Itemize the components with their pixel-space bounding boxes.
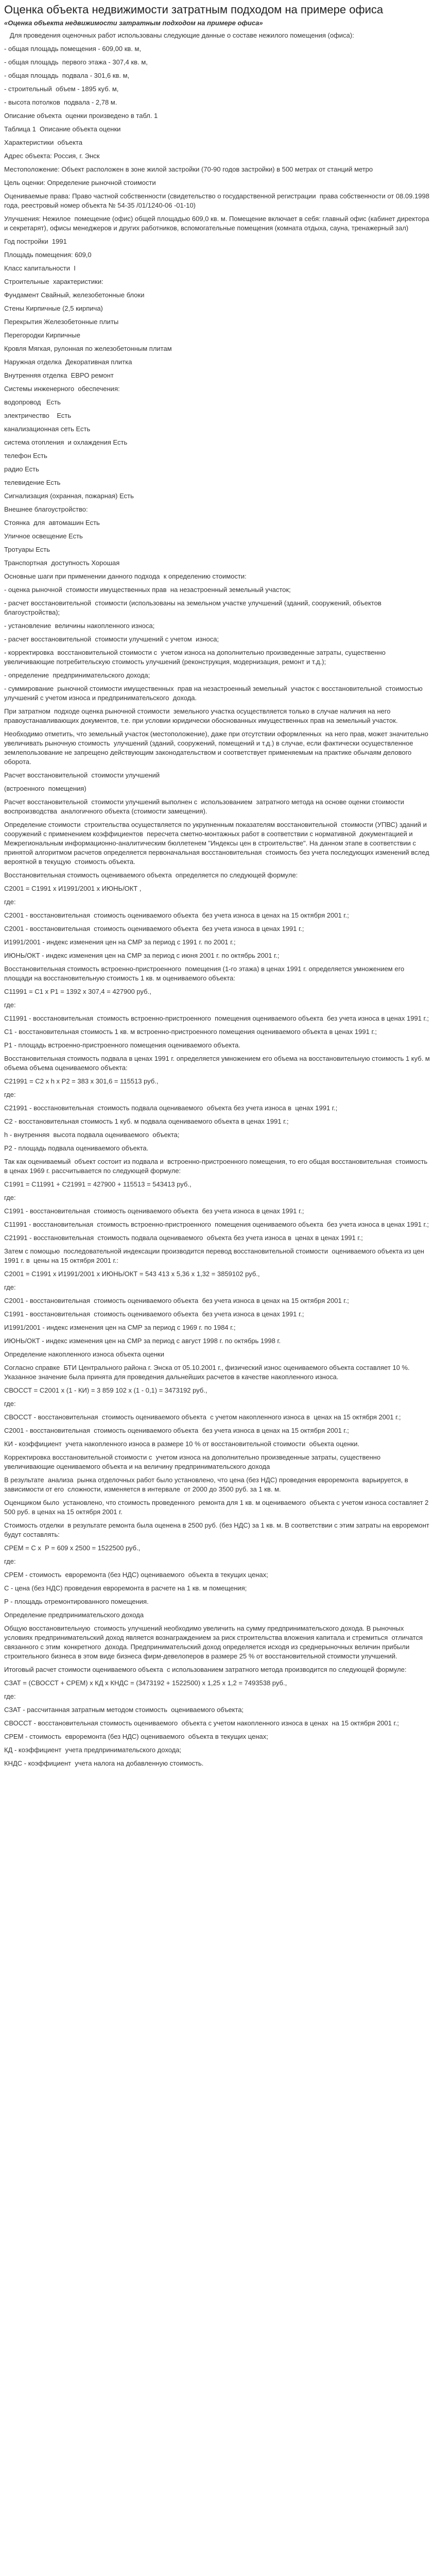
document-body <box>4 31 432 1768</box>
document-paragraph: Стоимость отделки в результате ремонта была оценена в 2500 руб. (без НДС) за 1 кв. м. В соответствии с этим затраты на евроремонт будут составлять: <box>4 1521 431 1538</box>
document-paragraph: Определение стоимости строительства осуществляется по укрупненным показателям восстановительной стоимости (УПВС) зданий и сооружений с применением коэффициентов пересчета сметно-монтажных работ в соответствии с нормативной документацией и Межрегиональным информационно-аналитическим бюллетенем "Индексы цен в строительстве". На данном этапе в соответствии с принятой алгоритмом расчетов определяется первоначальная восстановительная стоимость без учета последующих изменений вслед вероятной в текущую стоимость объекта. <box>4 821 431 866</box>
document-paragraph: СВОССТ - восстановительная стоимость оцениваемого объекта с учетом накопленного износа в ценах на 15 октября 2001 г.; <box>4 1413 401 1421</box>
document-subtitle: «Оценка объекта недвижимости затратным подходом на примере офиса» <box>4 19 263 27</box>
document-paragraph: Оцениваемые права: Право частной собственности (свидетельство о государственной регистрации права собственности от 08.09.1998 года, реестровый номер объекта № 54-35 /01/1240-06 -01-10) <box>4 192 431 209</box>
document-paragraph: где: <box>4 1091 16 1098</box>
document-paragraph: телевидение Есть <box>4 479 61 486</box>
document-paragraph: Так как оцениваемый объект состоит из подвала и встроенно-пристроенного помещения, то его общая восстановительная стоимость в ценах 1969 г. рассчитывается по следующей формуле: <box>4 1158 429 1175</box>
document-paragraph: - общая площадь помещения - 609,00 кв. м, <box>4 45 142 53</box>
document-paragraph: КД - коэффициент учета предпринимательского дохода; <box>4 1746 182 1754</box>
document-paragraph: С2001 = С1991 х И1991/2001 х ИЮНЬ/ОКТ = 543 413 х 5,36 х 1,32 = 3859102 руб., <box>4 1270 260 1278</box>
document-paragraph: С21991 - восстановительная стоимость подвала оцениваемого объекта без учета износа в ценах 1991 г.; <box>4 1104 338 1112</box>
document-paragraph: Перегородки Кирпичные <box>4 331 80 339</box>
document-paragraph: И1991/2001 - индекс изменения цен на СМР за период с 1991 г. по 2001 г.; <box>4 938 236 946</box>
document-paragraph: Адрес объекта: Россия, г. Энск <box>4 152 100 160</box>
document-paragraph: Затем с помощью последовательной индексации производится перевод восстановительной стоимости оцениваемого объекта из цен 1991 г. в цены на 15 октября 2001 г.: <box>4 1247 426 1264</box>
document-paragraph: Фундамент Свайный, железобетонные блоки <box>4 291 145 299</box>
document-paragraph: - определение предпринимательского дохода; <box>4 671 150 679</box>
document-page <box>0 3 436 1768</box>
document-paragraph: И1991/2001 - индекс изменения цен на СМР за период с 1969 г. по 1984 г.; <box>4 1324 236 1331</box>
document-paragraph: С2001 - восстановительная стоимость оцениваемого объекта без учета износа в ценах на 15 октября 2001 г.; <box>4 1297 349 1304</box>
document-paragraph: При затратном подходе оценка рыночной стоимости земельного участка осуществляется только в случае наличия на него правоустанавливающих документов, т.е. при условии юридически обоснованных имущественных прав на земельный участок. <box>4 707 398 724</box>
document-paragraph: С11991 - восстановительная стоимость встроенно-пристроенного помещения оцениваемого объекта без учета износа в ценах 1991 г.; <box>4 1014 429 1022</box>
document-paragraph: - установление величины накопленного износа; <box>4 622 155 630</box>
document-paragraph: СРЕМ = С х Р = 609 х 2500 = 1522500 руб., <box>4 1544 141 1552</box>
document-paragraph: - общая площадь первого этажа - 307,4 кв. м, <box>4 58 148 66</box>
document-paragraph: - расчет восстановительной стоимости улучшений с учетом износа; <box>4 635 219 643</box>
document-paragraph: Таблица 1 Описание объекта оценки <box>4 125 121 133</box>
document-paragraph: Класс капитальности I <box>4 264 76 272</box>
document-paragraph: где: <box>4 1692 16 1700</box>
document-paragraph: Восстановительная стоимость подвала в ценах 1991 г. определяется умножением его объема на восстановительную стоимость 1 куб. м объема объема оцениваемого объекта: <box>4 1055 432 1072</box>
document-paragraph: Расчет восстановительной стоимости улучшений выполнен с использованием затратного метода на основе оценки стоимости воспроизводства аналогичного объекта (стоимости замещения). <box>4 798 406 815</box>
document-paragraph: СЗАТ = (СВОССТ + СРЕМ) х КД х КНДС = (3473192 + 1522500) х 1,25 х 1,2 = 7493538 руб., <box>4 1679 287 1687</box>
document-paragraph: Р2 - площадь подвала оцениваемого объекта. <box>4 1144 149 1152</box>
document-paragraph: КИ - коэффициент учета накопленного износа в размере 10 % от восстановительной стоимости объекта оценки. <box>4 1440 360 1448</box>
document-paragraph: СРЕМ - стоимость евроремонта (без НДС) оцениваемого объекта в текущих ценах; <box>4 1733 268 1740</box>
document-paragraph: КНДС - коэффициент учета налога на добавленную стоимость. <box>4 1759 204 1767</box>
document-paragraph: Внутренняя отделка ЕВРО ремонт <box>4 371 114 379</box>
document-paragraph: где: <box>4 1001 16 1009</box>
document-paragraph: Расчет восстановительной стоимости улучшений <box>4 771 160 779</box>
document-paragraph: - корректировка восстановительной стоимости с учетом износа на дополнительно произведенные затраты, существенно увеличивающие потребительскую стоимость улучшений (реконструкция, модернизация, ремонт и т.д.); <box>4 649 390 666</box>
document-paragraph: Цель оценки: Определение рыночной стоимости <box>4 179 156 187</box>
document-paragraph: С2001 = С1991 х И1991/2001 х ИЮНЬ/ОКТ , <box>4 885 142 892</box>
document-paragraph: канализационная сеть Есть <box>4 425 91 433</box>
document-paragraph: ИЮНЬ/ОКТ - индекс изменения цен на СМР за период с август 1998 г. по октябрь 1998 г. <box>4 1337 281 1345</box>
document-paragraph: h - внутренняя высота подвала оцениваемого объекта; <box>4 1131 180 1139</box>
document-paragraph: Местоположение: Объект расположен в зоне жилой застройки (70-90 годов застройки) в 500 метрах от станций метро <box>4 165 373 173</box>
document-paragraph: Перекрытия Железобетонные плиты <box>4 318 119 326</box>
document-paragraph: - высота потолков подвала - 2,78 м. <box>4 98 117 106</box>
document-paragraph: электричество Есть <box>4 412 72 419</box>
document-paragraph: Стоянка для автомашин Есть <box>4 519 100 527</box>
document-paragraph: водопровод Есть <box>4 398 61 406</box>
document-paragraph: Тротуары Есть <box>4 546 50 553</box>
document-paragraph: ИЮНЬ/ОКТ - индекс изменения цен на СМР за период с июня 2001 г. по октябрь 2001 г.; <box>4 952 280 959</box>
document-paragraph: радио Есть <box>4 465 39 473</box>
page-title: Оценка объекта недвижимости затратным подходом на примере офиса <box>4 3 383 16</box>
document-paragraph: С21991 - восстановительная стоимость подвала оцениваемого объекта без учета износа в ценах в ценах 1991 г.; <box>4 1234 363 1242</box>
document-paragraph: В результате анализа рынка отделочных работ было установлено, что цена (без НДС) проведения евроремонта варьируется, в зависимости от его сложности, изменяется в интервале от 2000 до 3500 руб. за 1 кв. м. <box>4 1476 410 1493</box>
document-paragraph: С11991 - восстановительная стоимость встроенно-пристроенного помещения оцениваемого объекта без учета износа в ценах 1991 г.; <box>4 1221 429 1228</box>
document-paragraph: СРЕМ - стоимость евроремонта (без НДС) оцениваемого объекта в текущих ценах; <box>4 1571 268 1579</box>
document-paragraph: - общая площадь подвала - 301,6 кв. м, <box>4 72 130 79</box>
document-paragraph: Восстановительная стоимость встроенно-пристроенного помещения (1-го этажа) в ценах 1991 г. определяется умножением его площади на восстановительную стоимость 1 кв. м оцениваемого объекта: <box>4 965 407 982</box>
document-paragraph: Внешнее благоустройство: <box>4 505 88 513</box>
document-paragraph: С11991 = С1 х Р1 = 1392 х 307,4 = 427900 руб., <box>4 988 151 995</box>
document-paragraph: С1991 - восстановительная стоимость оцениваемого объекта без учета износа в ценах 1991 г.; <box>4 1207 304 1215</box>
document-paragraph: Стены Кирпичные (2,5 кирпича) <box>4 304 103 312</box>
document-paragraph: Необходимо отметить, что земельный участок (местоположение), даже при отсутствии оформленных на него прав, может значительно увеличивать рыночную стоимость улучшений (зданий, сооружений, помещений и т.д.) в случае, если фактически осуществленное землепользование не запрещено действующим законодательством и соответствует применяемым на практике обычаям делового оборота. <box>4 730 430 766</box>
document-paragraph: Р - площадь отремонтированного помещения. <box>4 1598 149 1605</box>
document-paragraph: Определение накопленного износа объекта оценки <box>4 1350 164 1358</box>
document-paragraph: Общую восстановительную стоимость улучшений необходимо увеличить на сумму предпринимательского дохода. В рыночных условиях предпринимательский доход является вознаграждением за риск строительства вложения капитала и стремиться отличатся связанного с этим конкретного дохода. Предпринимательский доход определяется исходя из среднерыночных величин прибыли строительного бизнеса в этом виде бизнеса фирм-девелоперов в размере 25 % от восстановительной стоимости улучшений. <box>4 1624 425 1660</box>
document-paragraph: Характеристики объекта <box>4 139 83 146</box>
document-paragraph: Оценщиком было установлено, что стоимость проведенного ремонта для 1 кв. м оцениваемого объекта с учетом износа составляет 2 500 руб. в ценах на 15 октября 2001 г. <box>4 1499 431 1516</box>
document-paragraph: система отопления и охлаждения Есть <box>4 438 128 446</box>
document-paragraph: - строительный объем - 1895 куб. м, <box>4 85 119 93</box>
document-paragraph: Строительные характеристики: <box>4 278 103 285</box>
document-paragraph: - оценка рыночной стоимости имущественных прав на незастроенный земельный участок; <box>4 586 291 594</box>
document-paragraph: Кровля Мягкая, рулонная по железобетонным плитам <box>4 345 172 352</box>
document-paragraph: СВОССТ = С2001 х (1 - КИ) = 3 859 102 х (1 - 0,1) = 3473192 руб., <box>4 1386 207 1394</box>
document-paragraph: Итоговый расчет стоимости оцениваемого объекта с использованием затратного метода производится по следующей формуле: <box>4 1666 407 1673</box>
document-paragraph: Согласно справке БТИ Центрального района г. Энска от 05.10.2001 г., физический износ оцениваемого объекта составляет 10 %. Указанное значение была принята для проведения дальнейших расчетов в качестве накопленного износа. <box>4 1364 412 1381</box>
document-paragraph: Год постройки 1991 <box>4 238 67 245</box>
document-paragraph: СЗАТ - рассчитанная затратным методом стоимость оцениваемого объекта; <box>4 1706 244 1714</box>
document-paragraph: Р1 - площадь встроенно-пристроенного помещения оцениваемого объекта. <box>4 1041 241 1049</box>
document-paragraph: С2 - восстановительная стоимость 1 куб. м подвала оцениваемого объекта в ценах 1991 г.; <box>4 1117 289 1125</box>
document-paragraph: где: <box>4 1557 16 1565</box>
document-paragraph: Описание объекта оценки произведено в табл. 1 <box>4 112 158 120</box>
document-paragraph: Наружная отделка Декоративная плитка <box>4 358 132 366</box>
document-paragraph: где: <box>4 1283 16 1291</box>
document-paragraph: С21991 = С2 х h х Р2 = 383 х 301,6 = 115513 руб., <box>4 1077 159 1085</box>
document-paragraph: С2001 - восстановительная стоимость оцениваемого объекта без учета износа в ценах на 15 октября 2001 г.; <box>4 911 349 919</box>
document-paragraph: С1 - восстановительная стоимость 1 кв. м встроенно-пристроенного помещения оцениваемого объекта в ценах 1991 г.; <box>4 1028 377 1036</box>
document-paragraph: Транспортная доступность Хорошая <box>4 559 120 567</box>
document-paragraph: С - цена (без НДС) проведения евроремонта в расчете на 1 кв. м помещения; <box>4 1584 247 1592</box>
document-paragraph: Определение предпринимательского дохода <box>4 1611 144 1619</box>
document-paragraph: Сигнализация (охранная, пожарная) Есть <box>4 492 134 500</box>
document-paragraph: Площадь помещения: 609,0 <box>4 251 92 259</box>
document-paragraph: Корректировка восстановительной стоимости с учетом износа на дополнительно произведенные затраты, существенно увеличивающие оцениваемого объекта и на величину предпринимательского дохода <box>4 1453 382 1470</box>
document-paragraph: - суммирование рыночной стоимости имущественных прав на незастроенный земельный участок с восстановительной стоимостью улучшений с учетом износа и предпринимательского дохода. <box>4 685 425 702</box>
document-paragraph: С2001 - восстановительная стоимость оцениваемого объекта без учета износа в ценах на 15 октября 2001 г.; <box>4 1427 349 1434</box>
document-paragraph: (встроенного помещения) <box>4 785 86 792</box>
document-paragraph: Основные шаги при применении данного подхода к определению стоимости: <box>4 572 247 580</box>
document-paragraph: - расчет восстановительной стоимости (использованы на земельном участке улучшений (зданий, сооружений, объектов благоустройства); <box>4 599 383 616</box>
document-paragraph: Восстановительная стоимость оцениваемого объекта определяется по следующей формуле: <box>4 871 298 879</box>
document-paragraph: Для проведения оценочных работ использованы следующие данные о составе нежилого помещения (офиса): <box>4 31 354 39</box>
document-paragraph: С1991 = С11991 + С21991 = 427900 + 115513 = 543413 руб., <box>4 1180 191 1188</box>
document-paragraph: Улучшения: Нежилое помещение (офис) общей площадью 609,0 кв. м. Помещение включает в себя: главный офис (кабинет директора и секретарят), офисы менеджеров и других работников, вспомогательные помещения (комната отдыха, сауна, тренажерный зал) <box>4 215 433 232</box>
document-paragraph: где: <box>4 1400 16 1408</box>
document-paragraph: телефон Есть <box>4 452 47 460</box>
document-paragraph: Системы инженерного обеспечения: <box>4 385 120 393</box>
document-paragraph: где: <box>4 898 16 906</box>
document-paragraph: С1991 - восстановительная стоимость оцениваемого объекта без учета износа в ценах 1991 г.; <box>4 1310 304 1318</box>
document-paragraph: где: <box>4 1194 16 1201</box>
document-paragraph: СВОССТ - восстановительная стоимость оцениваемого объекта с учетом накопленного износа в ценах на 15 октября 2001 г.; <box>4 1719 399 1727</box>
document-paragraph: Уличное освещение Есть <box>4 532 83 540</box>
document-paragraph: С2001 - восстановительная стоимость оцениваемого объекта без учета износа в ценах 1991 г.; <box>4 925 304 933</box>
